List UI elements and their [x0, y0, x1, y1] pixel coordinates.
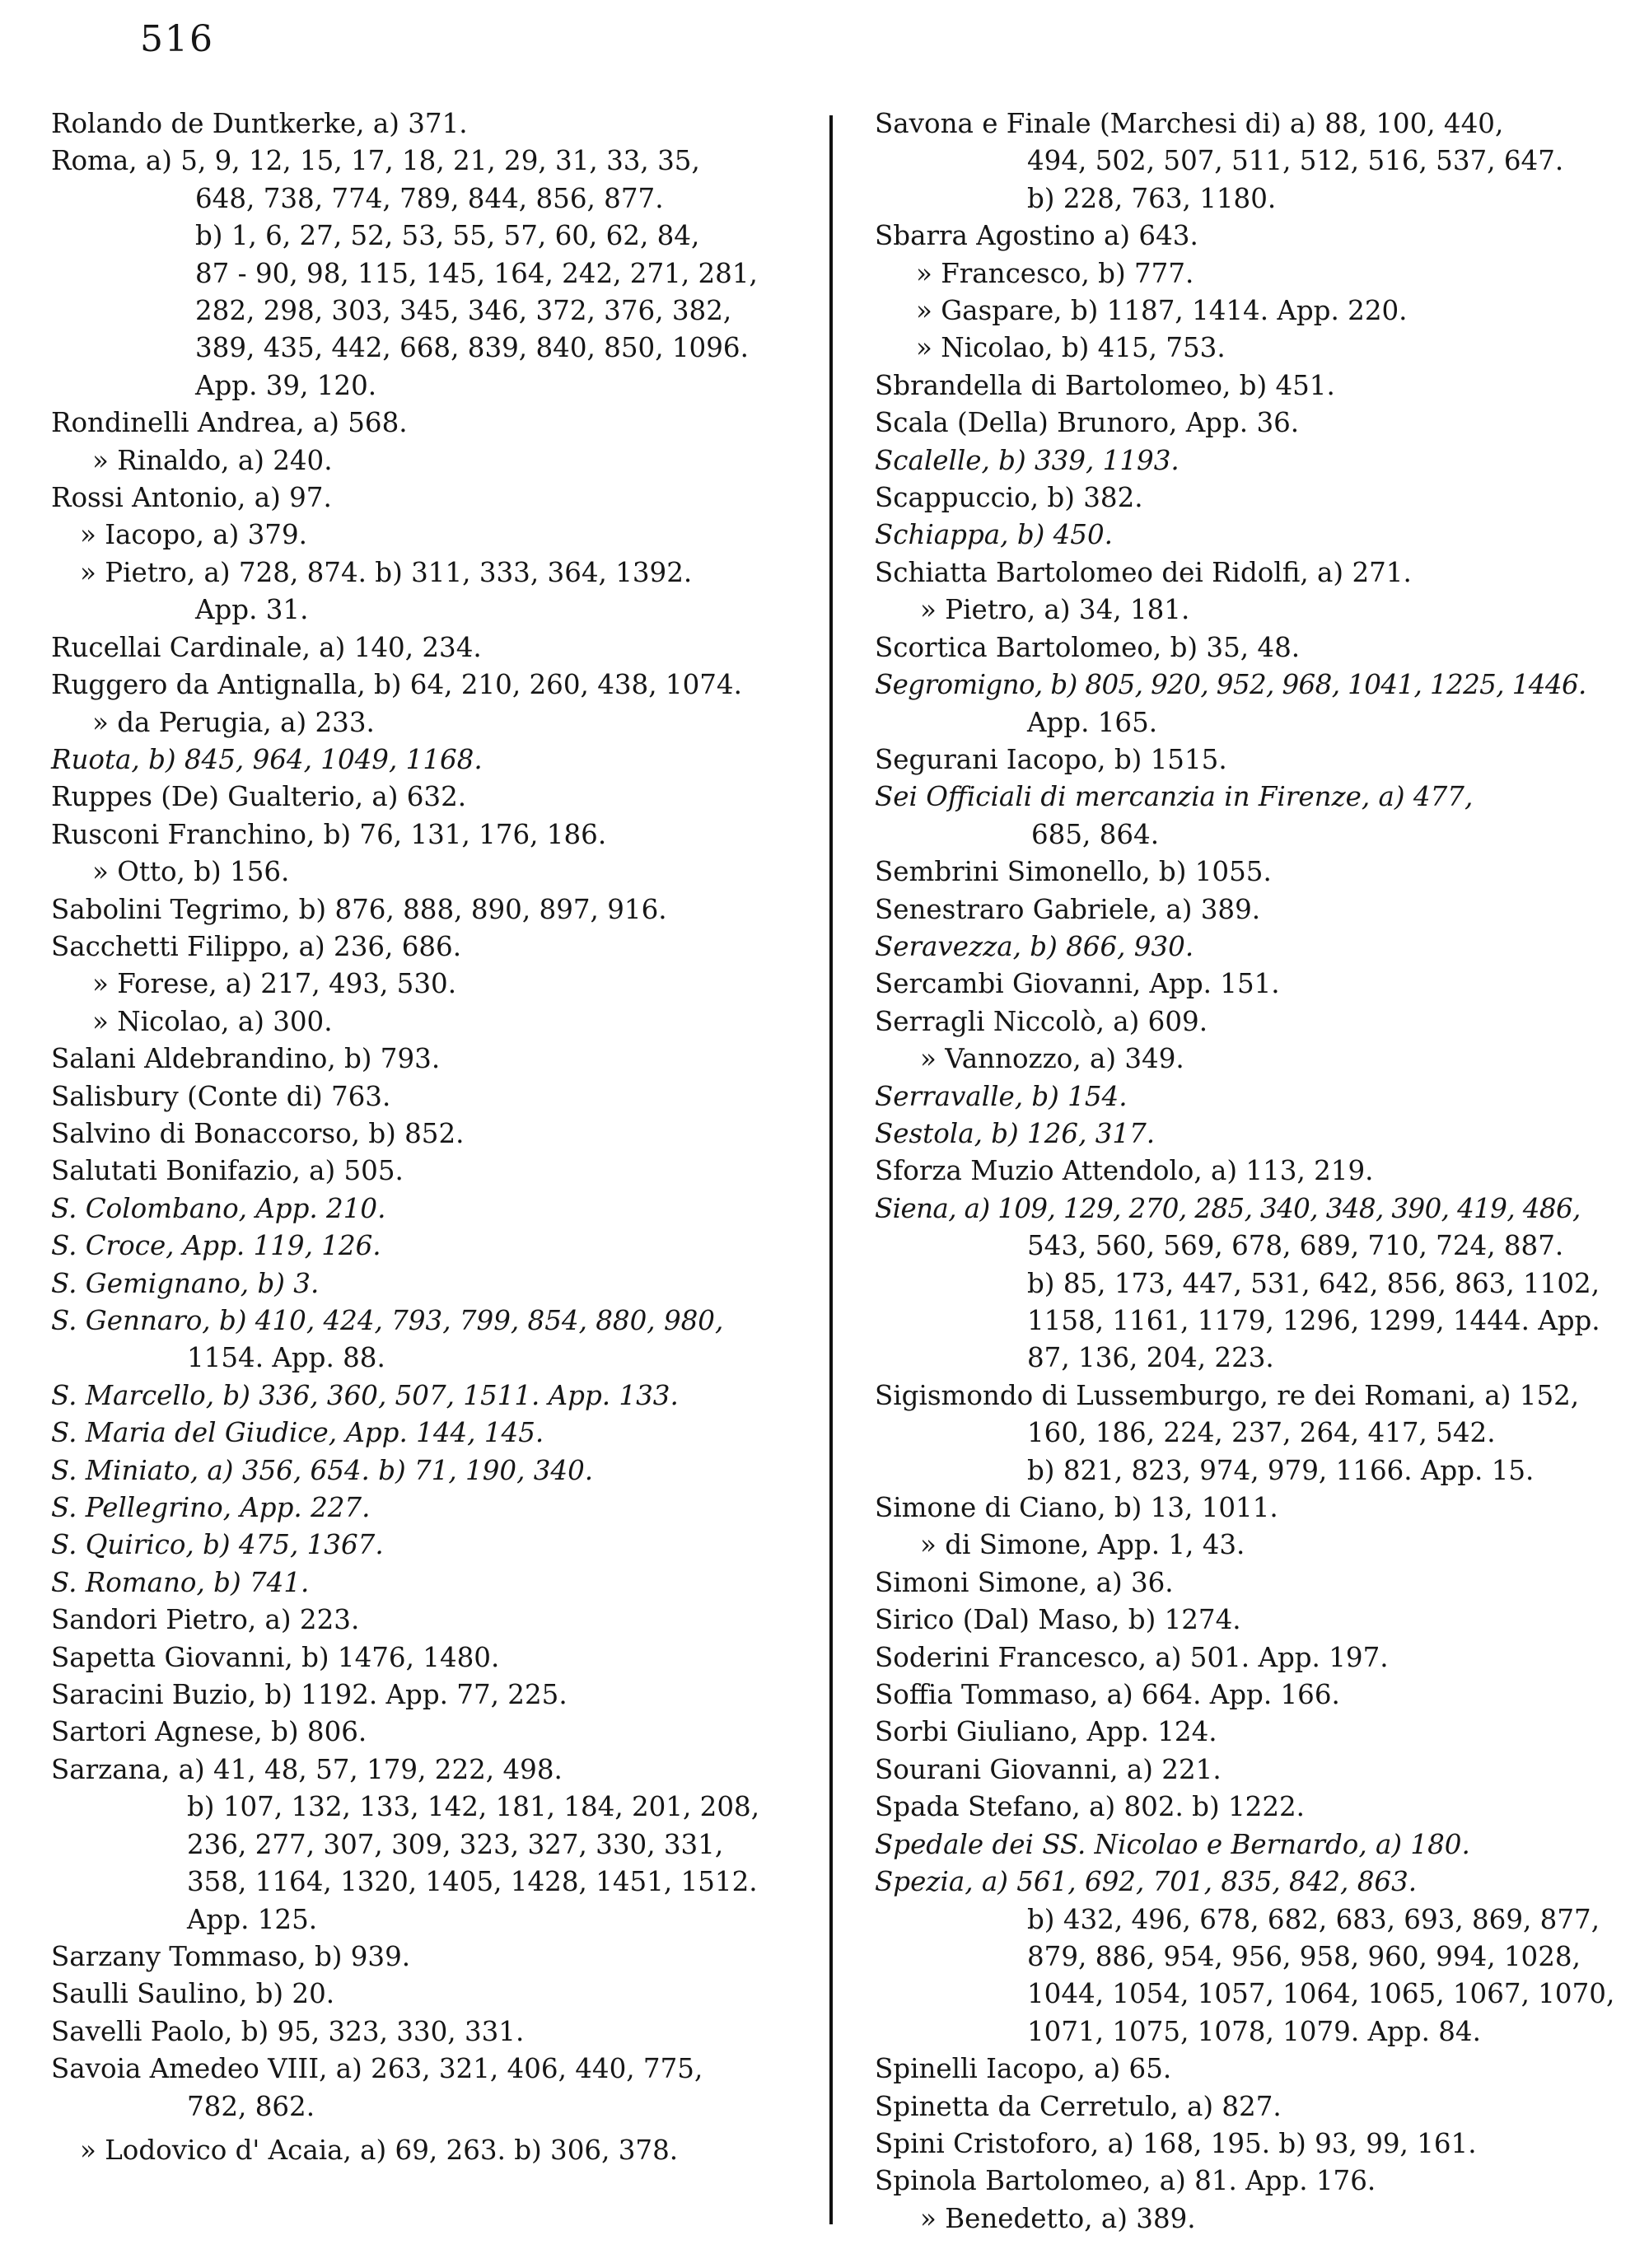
- index-entry: Salani Aldebrandino, b) 793.: [51, 1043, 441, 1075]
- index-subentry: » Benedetto, a) 389.: [920, 2202, 1196, 2234]
- index-subentry: » Rinaldo, a) 240.: [92, 444, 333, 476]
- index-entry-continuation: 494, 502, 507, 511, 512, 516, 537, 647.: [1027, 145, 1564, 177]
- index-entry: Ruppes (De) Gualterio, a) 632.: [51, 781, 467, 813]
- index-entry: Rucellai Cardinale, a) 140, 234.: [51, 631, 482, 663]
- page-number: 516: [140, 18, 214, 60]
- index-entry: Segurani Iacopo, b) 1515.: [875, 743, 1227, 775]
- index-entry-continuation: App. 165.: [1027, 706, 1158, 738]
- index-entry: Senestraro Gabriele, a) 389.: [875, 893, 1261, 925]
- index-entry-continuation: 389, 435, 442, 668, 839, 840, 850, 1096.: [195, 332, 749, 364]
- index-entry-continuation: 1071, 1075, 1078, 1079. App. 84.: [1027, 2015, 1481, 2047]
- index-entry: Scortica Bartolomeo, b) 35, 48.: [875, 631, 1301, 663]
- index-subentry: » di Simone, App. 1, 43.: [920, 1529, 1245, 1561]
- index-entry: Schiappa, b) 450.: [875, 519, 1113, 551]
- index-entry-continuation: 1158, 1161, 1179, 1296, 1299, 1444. App.: [1027, 1305, 1600, 1336]
- index-entry-continuation: App. 31.: [195, 594, 309, 626]
- index-entry: Sarzany Tommaso, b) 939.: [51, 1940, 411, 1972]
- index-entry: Spedale dei SS. Nicolao e Bernardo, a) 180.: [875, 1828, 1470, 1860]
- index-entry: Serragli Niccolò, a) 609.: [875, 1005, 1208, 1037]
- index-entry-continuation: b) 85, 173, 447, 531, 642, 856, 863, 1102,: [1027, 1267, 1600, 1299]
- index-entry: Sandori Pietro, a) 223.: [51, 1604, 360, 1636]
- index-entry: Soderini Francesco, a) 501. App. 197.: [875, 1641, 1389, 1673]
- index-entry: Saulli Saulino, b) 20.: [51, 1978, 335, 2010]
- index-entry-continuation: b) 432, 496, 678, 682, 683, 693, 869, 877,: [1027, 1903, 1600, 1935]
- index-entry: Siena, a) 109, 129, 270, 285, 340, 348, 390, 419, 486,: [875, 1192, 1581, 1224]
- index-subentry: » Nicolao, a) 300.: [92, 1005, 333, 1037]
- index-entry: S. Romano, b) 741.: [51, 1566, 310, 1598]
- left-index-column: [51, 105, 801, 2169]
- index-entry-continuation: 87 - 90, 98, 115, 145, 164, 242, 271, 281,: [195, 257, 758, 289]
- index-entry: Scala (Della) Brunoro, App. 36.: [875, 407, 1300, 439]
- index-entry-continuation: 358, 1164, 1320, 1405, 1428, 1451, 1512.: [187, 1866, 758, 1898]
- index-entry: Sbrandella di Bartolomeo, b) 451.: [875, 369, 1335, 401]
- index-entry: Sorbi Giuliano, App. 124.: [875, 1716, 1217, 1748]
- index-entry: Savoia Amedeo VIII, a) 263, 321, 406, 440, 775,: [51, 2053, 703, 2085]
- index-entry: Spinola Bartolomeo, a) 81. App. 176.: [875, 2165, 1376, 2197]
- index-entry: S. Pellegrino, App. 227.: [51, 1492, 371, 1524]
- index-entry: S. Quirico, b) 475, 1367.: [51, 1529, 384, 1561]
- index-entry: Spada Stefano, a) 802. b) 1222.: [875, 1791, 1306, 1823]
- index-entry: Sacchetti Filippo, a) 236, 686.: [51, 930, 462, 962]
- index-entry: S. Gemignano, b) 3.: [51, 1267, 320, 1299]
- index-entry: Simoni Simone, a) 36.: [875, 1566, 1174, 1598]
- index-entry: Ruota, b) 845, 964, 1049, 1168.: [51, 743, 483, 775]
- index-entry: S. Gennaro, b) 410, 424, 793, 799, 854, 880, 980,: [51, 1305, 724, 1336]
- index-entry: Rolando de Duntkerke, a) 371.: [51, 108, 468, 139]
- index-entry: Savelli Paolo, b) 95, 323, 330, 331.: [51, 2015, 525, 2047]
- index-entry: Spinelli Iacopo, a) 65.: [875, 2053, 1172, 2085]
- index-subentry: » Lodovico d' Acaia, a) 69, 263. b) 306, 378.: [80, 2134, 679, 2166]
- index-subentry: » Pietro, a) 728, 874. b) 311, 333, 364, 1392.: [80, 556, 693, 588]
- index-entry-continuation: 160, 186, 224, 237, 264, 417, 542.: [1027, 1417, 1496, 1449]
- index-entry: S. Maria del Giudice, App. 144, 145.: [51, 1417, 544, 1449]
- index-subentry: » Vannozzo, a) 349.: [920, 1043, 1184, 1075]
- index-entry: S. Croce, App. 119, 126.: [51, 1230, 381, 1262]
- index-entry: Spini Cristoforo, a) 168, 195. b) 93, 99, 161.: [875, 2127, 1477, 2159]
- index-entry-continuation: 1044, 1054, 1057, 1064, 1065, 1067, 1070,: [1027, 1978, 1615, 2010]
- index-entry: Spezia, a) 561, 692, 701, 835, 842, 863.: [875, 1866, 1418, 1898]
- index-entry: Sforza Muzio Attendolo, a) 113, 219.: [875, 1155, 1374, 1187]
- index-subentry: » da Perugia, a) 233.: [92, 706, 375, 738]
- index-entry: S. Colombano, App. 210.: [51, 1192, 386, 1224]
- index-entry-continuation: b) 1, 6, 27, 52, 53, 55, 57, 60, 62, 84,: [195, 220, 700, 252]
- index-entry: Rondinelli Andrea, a) 568.: [51, 407, 408, 439]
- index-entry: Schiatta Bartolomeo dei Ridolfi, a) 271.: [875, 556, 1412, 588]
- index-entry-continuation: 879, 886, 954, 956, 958, 960, 994, 1028,: [1027, 1940, 1581, 1972]
- index-entry: Sirico (Dal) Maso, b) 1274.: [875, 1604, 1241, 1636]
- index-entry: Segromigno, b) 805, 920, 952, 968, 1041, 1225, 1446.: [875, 669, 1586, 701]
- index-entry: Rossi Antonio, a) 97.: [51, 482, 332, 514]
- index-entry: Sembrini Simonello, b) 1055.: [875, 856, 1272, 888]
- index-subentry: » Otto, b) 156.: [92, 856, 290, 888]
- index-entry-continuation: App. 125.: [187, 1903, 318, 1935]
- index-entry: Sabolini Tegrimo, b) 876, 888, 890, 897, 916.: [51, 893, 667, 925]
- index-subentry: » Iacopo, a) 379.: [80, 519, 307, 551]
- index-entry-continuation: 1154. App. 88.: [187, 1342, 385, 1374]
- index-entry-continuation: 282, 298, 303, 345, 346, 372, 376, 382,: [195, 295, 732, 327]
- index-entry-continuation: 782, 862.: [187, 2090, 315, 2122]
- index-entry-continuation: 543, 560, 569, 678, 689, 710, 724, 887.: [1027, 1230, 1564, 1262]
- index-subentry: » Francesco, b) 777.: [916, 257, 1194, 289]
- index-entry-continuation: 87, 136, 204, 223.: [1027, 1342, 1274, 1374]
- index-entry-continuation: b) 821, 823, 974, 979, 1166. App. 15.: [1027, 1454, 1535, 1486]
- index-entry-continuation: 236, 277, 307, 309, 323, 327, 330, 331,: [187, 1828, 724, 1860]
- index-entry: Ruggero da Antignalla, b) 64, 210, 260, 438, 1074.: [51, 669, 742, 701]
- index-entry: Soffia Tommaso, a) 664. App. 166.: [875, 1679, 1340, 1711]
- index-entry: S. Marcello, b) 336, 360, 507, 1511. App. 133.: [51, 1379, 679, 1411]
- index-entry: Roma, a) 5, 9, 12, 15, 17, 18, 21, 29, 31, 33, 35,: [51, 145, 700, 177]
- index-subentry: » Pietro, a) 34, 181.: [920, 594, 1190, 626]
- index-entry: Seravezza, b) 866, 930.: [875, 930, 1194, 962]
- index-entry: Sercambi Giovanni, App. 151.: [875, 968, 1280, 1000]
- index-subentry: » Forese, a) 217, 493, 530.: [92, 968, 457, 1000]
- index-entry: Sartori Agnese, b) 806.: [51, 1716, 367, 1748]
- index-entry: Savona e Finale (Marchesi di) a) 88, 100, 440,: [875, 108, 1504, 139]
- index-entry: Sei Officiali di mercanzia in Firenze, a) 477,: [875, 781, 1474, 813]
- index-entry: Sbarra Agostino a) 643.: [875, 220, 1198, 252]
- index-entry: Salisbury (Conte di) 763.: [51, 1080, 391, 1112]
- right-index-column: [875, 105, 1620, 2238]
- column-divider: [829, 115, 833, 2224]
- index-entry: Sarzana, a) 41, 48, 57, 179, 222, 498.: [51, 1753, 563, 1785]
- index-entry-continuation: 648, 738, 774, 789, 844, 856, 877.: [195, 182, 664, 214]
- index-entry: Sigismondo di Lussemburgo, re dei Romani, a) 152,: [875, 1379, 1580, 1411]
- index-entry: Serravalle, b) 154.: [875, 1080, 1128, 1112]
- index-entry: Scappuccio, b) 382.: [875, 482, 1143, 514]
- index-entry: Salvino di Bonaccorso, b) 852.: [51, 1117, 465, 1149]
- index-entry: Sapetta Giovanni, b) 1476, 1480.: [51, 1641, 500, 1673]
- index-entry-continuation: b) 107, 132, 133, 142, 181, 184, 201, 208,: [187, 1791, 760, 1823]
- index-subentry: » Nicolao, b) 415, 753.: [916, 332, 1226, 364]
- index-entry-continuation: b) 228, 763, 1180.: [1027, 182, 1277, 214]
- index-entry: Scalelle, b) 339, 1193.: [875, 444, 1180, 476]
- index-subentry: » Gaspare, b) 1187, 1414. App. 220.: [916, 295, 1408, 327]
- index-entry: Simone di Ciano, b) 13, 1011.: [875, 1492, 1278, 1524]
- index-entry: Salutati Bonifazio, a) 505.: [51, 1155, 404, 1187]
- index-entry: Spinetta da Cerretulo, a) 827.: [875, 2090, 1282, 2122]
- index-entry: S. Miniato, a) 356, 654. b) 71, 190, 340.: [51, 1454, 594, 1486]
- index-entry: Sourani Giovanni, a) 221.: [875, 1753, 1222, 1785]
- index-entry: Saracini Buzio, b) 1192. App. 77, 225.: [51, 1679, 568, 1711]
- index-entry: Sestola, b) 126, 317.: [875, 1117, 1156, 1149]
- index-entry: Rusconi Franchino, b) 76, 131, 176, 186.: [51, 818, 607, 850]
- index-entry-continuation: App. 39, 120.: [195, 369, 377, 401]
- index-entry-continuation: 685, 864.: [1031, 818, 1160, 850]
